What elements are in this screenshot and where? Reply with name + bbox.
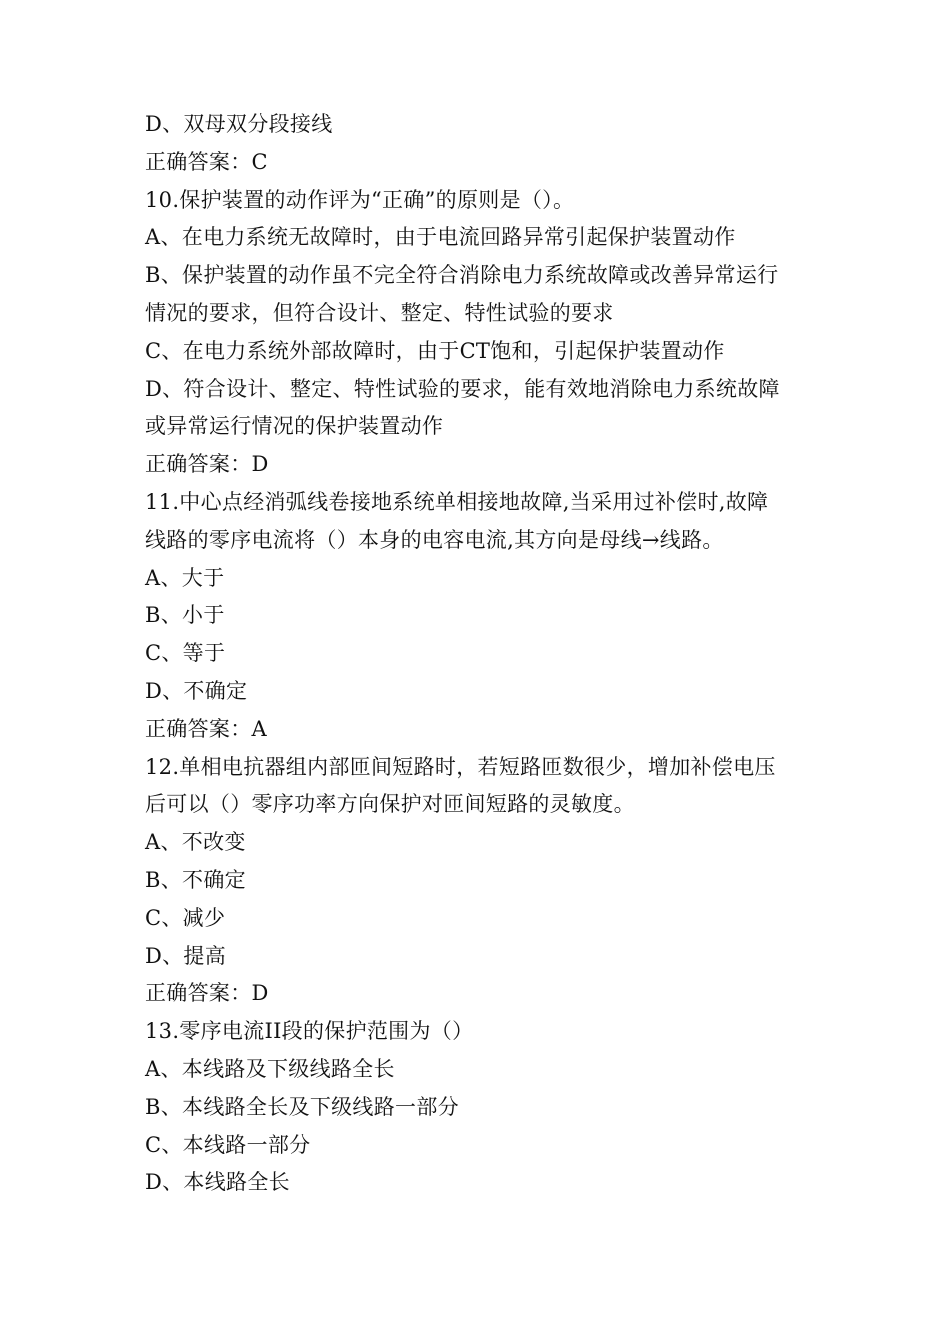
answer-q11: 正确答案：A <box>145 716 267 741</box>
option-d-q10: D、符合设计、整定、特性试验的要求，能有效地消除电力系统故障 <box>145 376 780 401</box>
question-10: 10.保护装置的动作评为“正确”的原则是（）。 <box>145 187 575 212</box>
option-d-q11: D、不确定 <box>145 678 248 703</box>
option-b-q12: B、不确定 <box>145 867 246 892</box>
option-b-q10: B、保护装置的动作虽不完全符合消除电力系统故障或改善异常运行 <box>145 263 779 288</box>
answer-q9: 正确答案：C <box>145 149 268 174</box>
question-11-cont: 线路的零序电流将（）本身的电容电流,其方向是母线→线路。 <box>145 527 724 552</box>
option-c-q12: C、减少 <box>145 905 226 930</box>
option-c-q10: C、在电力系统外部故障时，由于CT饱和，引起保护装置动作 <box>145 338 725 363</box>
option-a-q12: A、不改变 <box>145 830 246 855</box>
option-d-q10-cont: 或异常运行情况的保护装置动作 <box>145 414 444 439</box>
answer-q10: 正确答案：D <box>145 452 269 477</box>
question-11: 11.中心点经消弧线卷接地系统单相接地故障,当采用过补偿时,故障 <box>145 489 769 514</box>
option-c-q11: C、等于 <box>145 641 226 666</box>
option-b-q10-cont: 情况的要求，但符合设计、整定、特性试验的要求 <box>145 300 614 325</box>
option-c-q13: C、本线路一部分 <box>145 1132 311 1157</box>
answer-q12: 正确答案：D <box>145 981 269 1006</box>
option-d-q9: D、双母双分段接线 <box>145 112 333 136</box>
question-13: 13.零序电流II段的保护范围为（） <box>145 1019 474 1044</box>
option-b-q11: B、小于 <box>145 603 225 628</box>
option-a-q13: A、本线路及下级线路全长 <box>145 1056 395 1081</box>
option-a-q11: A、大于 <box>145 565 225 590</box>
option-d-q13: D、本线路全长 <box>145 1170 290 1195</box>
document-page <box>145 106 825 1202</box>
option-d-q12: D、提高 <box>145 943 227 968</box>
option-b-q13: B、本线路全长及下级线路一部分 <box>145 1094 459 1119</box>
question-12-cont: 后可以（）零序功率方向保护对匝间短路的灵敏度。 <box>145 792 635 817</box>
option-a-q10: A、在电力系统无故障时，由于电流回路异常引起保护装置动作 <box>145 225 736 250</box>
question-12: 12.单相电抗器组内部匝间短路时，若短路匝数很少，增加补偿电压 <box>145 754 776 779</box>
